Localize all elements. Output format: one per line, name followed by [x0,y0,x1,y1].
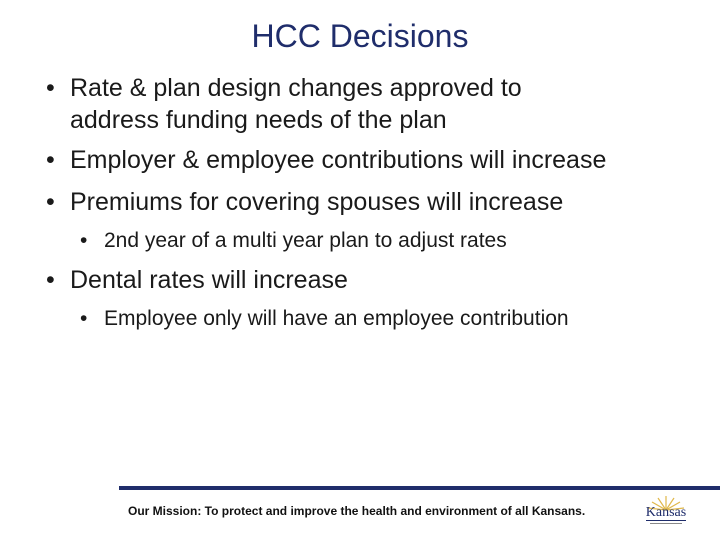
bullet-glyph: • [80,307,88,330]
sub-bullet-text: Employee only will have an employee contribution [104,307,569,330]
bullet-glyph: • [46,74,55,102]
logo-underline [646,520,686,521]
bullet-glyph: • [46,266,55,294]
mission-statement: Our Mission: To protect and improve the health and environment of all Kansans. [128,504,586,518]
bullet-glyph: • [46,188,55,216]
bullet-text: address funding needs of the plan [70,106,447,134]
logo-subline [650,523,682,524]
kansas-logo [640,492,692,528]
bullet-glyph: • [80,229,88,252]
page-title: HCC Decisions [251,18,469,54]
bullet-glyph: • [46,146,55,174]
bullet-text: Rate & plan design changes approved to [70,74,522,102]
bullet-text: Dental rates will increase [70,266,348,294]
sub-bullet-text: 2nd year of a multi year plan to adjust rates [104,229,507,252]
footer-rule [119,486,720,490]
bullet-text: Premiums for covering spouses will increase [70,188,564,216]
bullet-text: Employer & employee contributions will increase [70,146,607,174]
logo-wordmark: Kansas [645,505,687,520]
